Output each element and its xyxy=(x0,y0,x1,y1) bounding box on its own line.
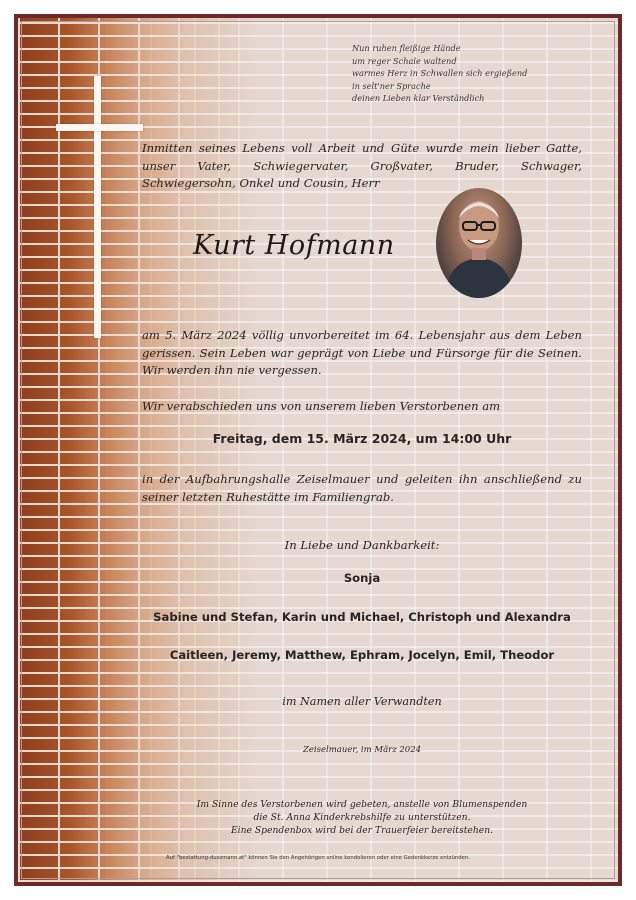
donation-note xyxy=(142,798,582,837)
poem-line: warmes Herz in Schwallen sich ergießend xyxy=(352,68,528,78)
poem-line: um reger Schale waltend xyxy=(352,55,457,66)
gratitude-line: In Liebe und Dankbarkeit: xyxy=(284,538,440,552)
intro-text: Inmitten seines Lebens voll Arbeit und Güte wurde mein lieber Gatte, unser Vater, Schwiegervater, Großvater, Bruder, Schwager, Schwiegersohn, Onkel und Cousin, Herr xyxy=(142,141,582,190)
deceased-name: Kurt Hofmann xyxy=(193,230,395,261)
place-date: Zeiselmauer, im März 2024 xyxy=(302,745,422,755)
family-children: Sabine und Stefan, Karin und Michael, Christoph und Alexandra xyxy=(153,610,571,624)
family-grandchildren: Caitleen, Jeremy, Matthew, Ephram, Jocelyn, Emil, Theodor xyxy=(169,648,555,662)
donation-line: die St. Anna Kinderkrebshilfe zu unterstützen. xyxy=(253,812,471,823)
body-text-3: in der Aufbahrungshalle Zeiselmauer und geleiten ihn anschließend zu seiner letzten Ruhestätte im Familiengrab. xyxy=(142,472,582,504)
donation-line: Eine Spendenbox wird bei der Trauerfeier bereitstehen. xyxy=(230,825,494,836)
poem-line: Nun ruhen fleißige Hände xyxy=(352,43,461,53)
poem xyxy=(352,42,582,105)
family-spouse: Sonja xyxy=(343,571,381,585)
portrait-photo xyxy=(436,188,522,298)
body-text-2: Wir verabschieden uns von unserem lieben Verstorbenen am xyxy=(142,399,501,413)
poem-line: in selt'ner Sprache xyxy=(352,80,431,91)
body-text-1: am 5. März 2024 völlig unvorbereitet im 64. Lebensjahr aus dem Leben gerissen. Sein Leben war geprägt von Liebe und Fürsorge für die Seinen. Wir werden ihn nie vergessen. xyxy=(142,328,582,377)
funeral-date: Freitag, dem 15. März 2024, um 14:00 Uhr xyxy=(212,431,512,446)
footer-note: Auf "bestattung-dussmann.at" können Sie den Angehörigen online kondolieren oder eine Gedenkkerze entzünden. xyxy=(166,855,470,861)
poem-line: deinen Lieben klar Verständlich xyxy=(352,93,485,103)
relatives-line: im Namen aller Verwandten xyxy=(282,695,442,708)
donation-line: Im Sinne des Verstorbenen wird gebeten, anstelle von Blumenspenden xyxy=(196,799,528,810)
